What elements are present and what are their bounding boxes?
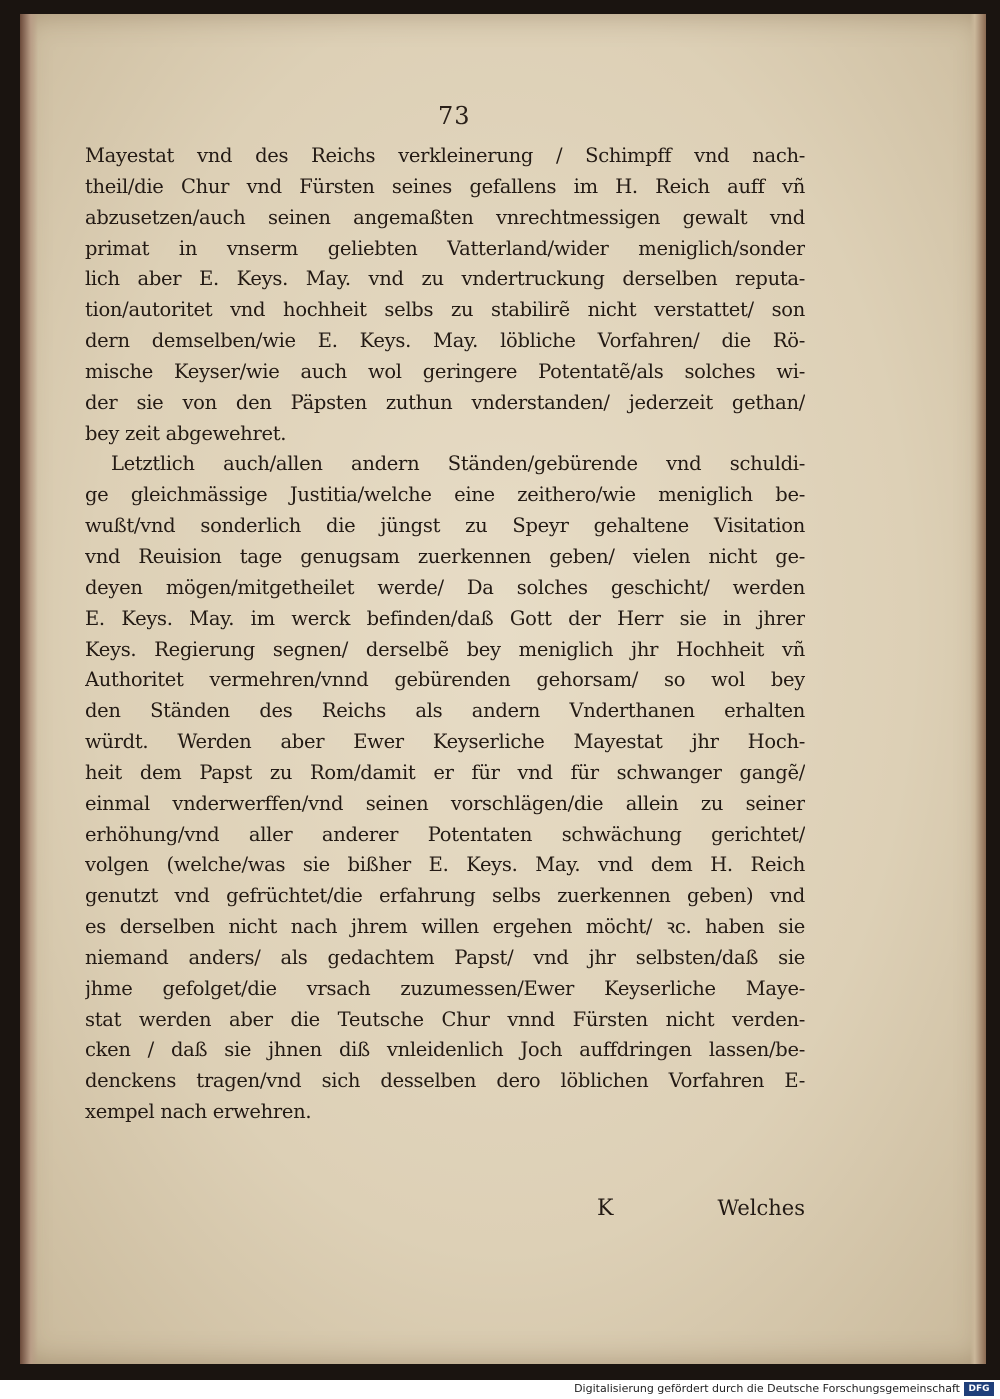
text-line: jhme gefolget/die vrsach zuzumessen/Ewer Keyserliche Maye- (85, 976, 805, 1000)
text-line: Letztlich auch/allen andern Ständen/gebürende vnd schuldi- (111, 452, 805, 476)
text-line: denckens tragen/vnd sich desselben dero löblichen Vorfahren E- (85, 1069, 805, 1093)
footer-bar (0, 1380, 1000, 1399)
text-line: Keys. Regierung segnen/ derselbẽ bey meniglich jhr Hochheit vñ (85, 637, 805, 661)
catchword: Welches (717, 1196, 805, 1220)
dfg-logo: DFG (964, 1382, 994, 1396)
text-line: primat in vnserm geliebten Vatterland/wider meniglich/sonder (85, 236, 805, 260)
book-page (20, 14, 986, 1364)
text-line: erhöhung/vnd aller anderer Potentaten schwächung gerichtet/ (85, 822, 805, 846)
text-line: theil/die Chur vnd Fürsten seines gefallens im H. Reich auff vñ (85, 174, 805, 198)
text-line: cken / daß sie jhnen diß vnleidenlich Joch auffdringen lassen/be- (85, 1038, 805, 1062)
body-text (85, 141, 805, 1128)
text-line: niemand anders/ als gedachtem Papst/ vnd jhr selbsten/daß sie (85, 945, 805, 969)
text-line: E. Keys. May. im werck befinden/daß Gott der Herr sie in jhrer (85, 606, 805, 630)
text-line: bey zeit abgewehret. (85, 421, 287, 445)
catchword-row (85, 1190, 805, 1230)
text-line: tion/autoritet vnd hochheit selbs zu stabilirẽ nicht verstattet/ son (85, 298, 805, 322)
text-line: mische Keyser/wie auch wol geringere Potentatẽ/als solches wi- (85, 359, 805, 383)
text-line: würdt. Werden aber Ewer Keyserliche Mayestat jhr Hoch- (85, 730, 805, 754)
text-line: volgen (welche/was sie bißher E. Keys. May. vnd dem H. Reich (85, 853, 805, 877)
text-line: abzusetzen/auch seinen angemaßten vnrechtmessigen gewalt vnd (85, 205, 805, 229)
signature-mark: K (597, 1196, 614, 1221)
text-line: den Ständen des Reichs als andern Vnderthanen erhalten (85, 699, 805, 723)
text-line: heit dem Papst zu Rom/damit er für vnd für schwanger gangẽ/ (85, 760, 805, 784)
text-line: vnd Reuision tage genugsam zuerkennen geben/ vielen nicht ge- (85, 544, 805, 568)
text-line: einmal vnderwerffen/vnd seinen vorschlägen/die allein zu seiner (85, 791, 805, 815)
text-line: dern demselben/wie E. Keys. May. löbliche Vorfahren/ die Rö- (85, 329, 805, 353)
page-number: 73 (438, 102, 471, 130)
text-line: stat werden aber die Teutsche Chur vnnd Fürsten nicht verden- (85, 1007, 805, 1031)
text-line: Mayestat vnd des Reichs verkleinerung / Schimpff vnd nach- (85, 144, 805, 167)
text-line: xempel nach erwehren. (85, 1100, 312, 1124)
text-line: der sie von den Päpsten zuthun vnderstanden/ jederzeit gethan/ (85, 390, 805, 414)
text-line: wußt/vnd sonderlich die jüngst zu Speyr gehaltene Visitation (85, 514, 805, 538)
text-line: Authoritet vermehren/vnnd gebürenden gehorsam/ so wol bey (85, 668, 805, 692)
footer-credit: Digitalisierung gefördert durch die Deutsche Forschungsgemeinschaft (574, 1382, 960, 1395)
text-line: deyen mögen/mitgetheilet werde/ Da solches geschicht/ werden (85, 575, 805, 599)
text-line: genutzt vnd gefrüchtet/die erfahrung selbs zuerkennen geben) vnd (85, 884, 805, 908)
text-line: es derselben nicht nach jhrem willen ergehen möcht/ ꝛc. haben sie (85, 915, 805, 939)
text-line: lich aber E. Keys. May. vnd zu vndertruckung derselben reputa- (85, 267, 805, 291)
text-line: ge gleichmässige Justitia/welche eine zeithero/wie meniglich be- (85, 483, 805, 507)
